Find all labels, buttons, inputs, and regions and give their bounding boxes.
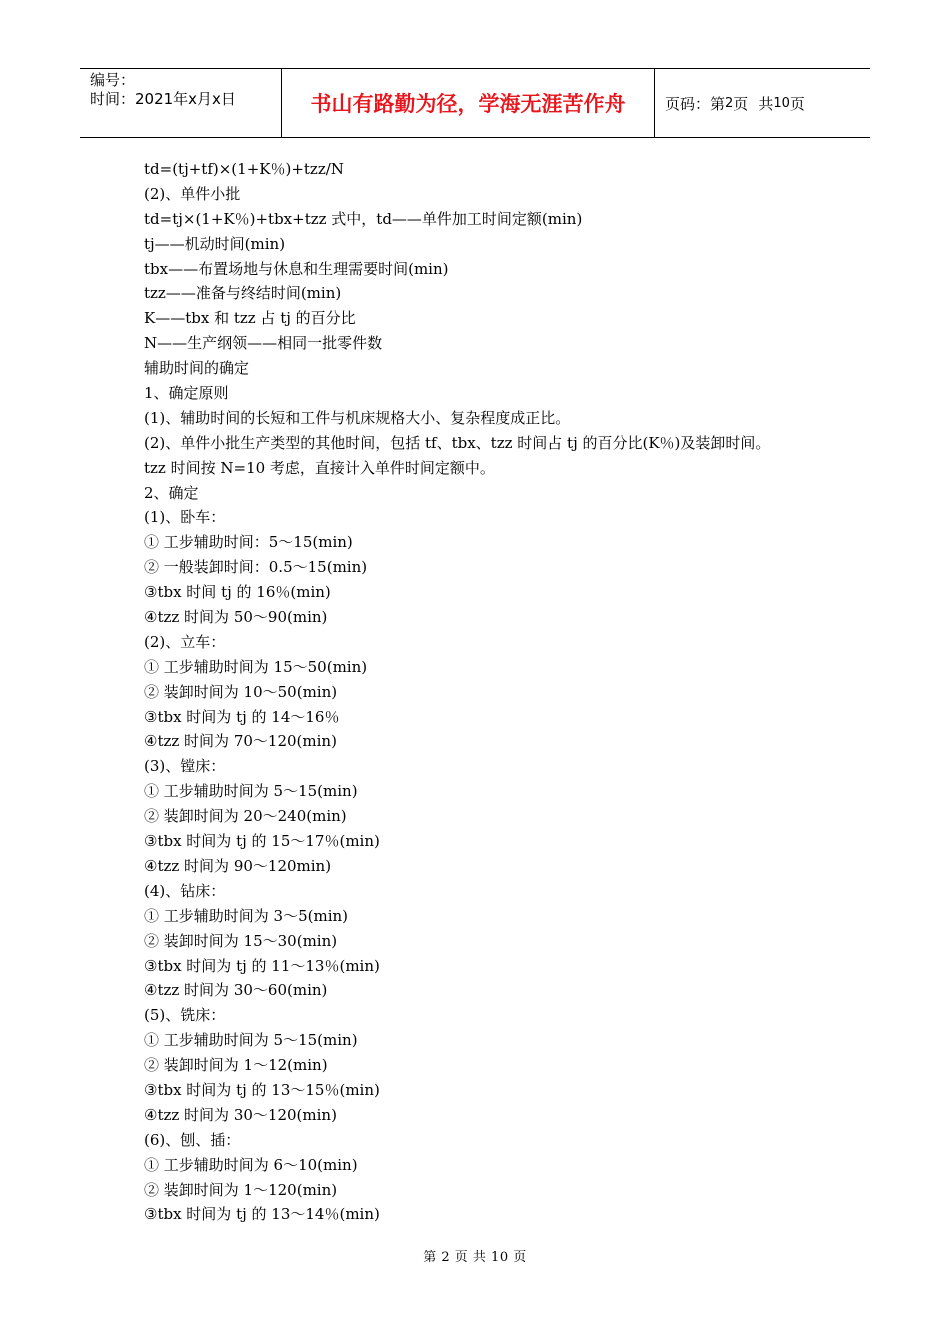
body-line: 2、确定 [144,483,199,502]
page-label-mid: 页 [733,94,749,113]
body-line: (2)、单件小批 [144,184,241,203]
document-body [144,157,844,1227]
body-line: N——生产纲领——相同一批零件数 [144,334,383,353]
body-line: ③tbx 时间为 tj 的 14～16％ [144,707,340,726]
body-line: (5)、铣床： [144,1006,226,1025]
document-date: 时间：2021年x月x日 [90,90,236,108]
body-line: tj——机动时间(min) [144,234,286,253]
body-line: ② 装卸时间为 1～12(min) [144,1056,328,1075]
body-line: ④tzz 时间为 90～120min) [144,856,332,875]
body-line: ① 工步辅助时间为 5～15(min) [144,782,358,801]
page-label-prefix: 页码：第 [665,94,726,113]
page-label-total-prefix: 共 [758,94,774,113]
body-line: ④tzz 时间为 50～90(min) [144,608,328,627]
body-line: ② 一般装卸时间：0.5～15(min) [144,558,368,577]
header-info-cell [80,69,282,137]
header-page-number [655,69,870,137]
body-line: tzz——准备与终结时间(min) [144,284,342,303]
body-line: ② 装卸时间为 20～240(min) [144,807,347,826]
body-line: 1、确定原则 [144,384,229,403]
body-line: (1)、卧车： [144,508,226,527]
body-line: ① 工步辅助时间为 3～5(min) [144,906,349,925]
body-line: ② 装卸时间为 10～50(min) [144,682,338,701]
body-line: td=(tj+tf)×(1+K％)+tzz/N [144,160,344,178]
body-line: ① 工步辅助时间：5～15(min) [144,533,353,552]
body-line: ③tbx 时间为 tj 的 13～15％(min) [144,1080,380,1099]
page-current: 2 [725,95,734,111]
body-line: (6)、刨、插： [144,1130,241,1149]
body-line: ③tbx 时间为 tj 的 11～13％(min) [144,956,380,975]
body-line: ② 装卸时间为 15～30(min) [144,931,338,950]
page-label-suffix: 页 [789,94,805,113]
body-line: tbx——布置场地与休息和生理需要时间(min) [144,259,449,278]
page-header [80,68,870,138]
page-total: 10 [773,95,790,111]
body-line: (4)、钻床： [144,881,226,900]
body-line: ④tzz 时间为 70～120(min) [144,732,337,751]
body-line: ③tbx 时间为 tj 的 15～17％(min) [144,832,380,851]
body-line: 辅助时间的确定 [144,359,250,378]
body-line: ② 装卸时间为 1～120(min) [144,1180,338,1199]
body-line: ① 工步辅助时间为 5～15(min) [144,1031,358,1050]
body-line: K——tbx 和 tzz 占 tj 的百分比 [144,309,356,328]
body-line: td=tj×(1+K％)+tbx+tzz 式中，td——单件加工时间定额(min) [144,209,583,228]
body-line: tzz 时间按 N=10 考虑，直接计入单件时间定额中。 [144,458,495,477]
body-line: (3)、镗床： [144,757,226,776]
header-motto: 书山有路勤为径，学海无涯苦作舟 [282,69,655,137]
document-number-label: 编号： [90,71,136,89]
body-line: (2)、立车： [144,632,226,651]
body-line: ③tbx 时间 tj 的 16％(min) [144,583,331,602]
body-line: (2)、单件小批生产类型的其他时间，包括 tf、tbx、tzz 时间占 tj 的百分比(K％)及装卸时间。 [144,433,771,452]
body-line: ① 工步辅助时间为 15～50(min) [144,657,368,676]
body-line: (1)、辅助时间的长短和工件与机床规格大小、复杂程度成正比。 [144,408,571,427]
body-line: ③tbx 时间为 tj 的 13～14％(min) [144,1205,380,1224]
body-line: ④tzz 时间为 30～60(min) [144,981,328,1000]
page-footer: 第 2 页 共 10 页 [423,1250,527,1265]
body-line: ④tzz 时间为 30～120(min) [144,1105,337,1124]
body-line: ① 工步辅助时间为 6～10(min) [144,1155,358,1174]
